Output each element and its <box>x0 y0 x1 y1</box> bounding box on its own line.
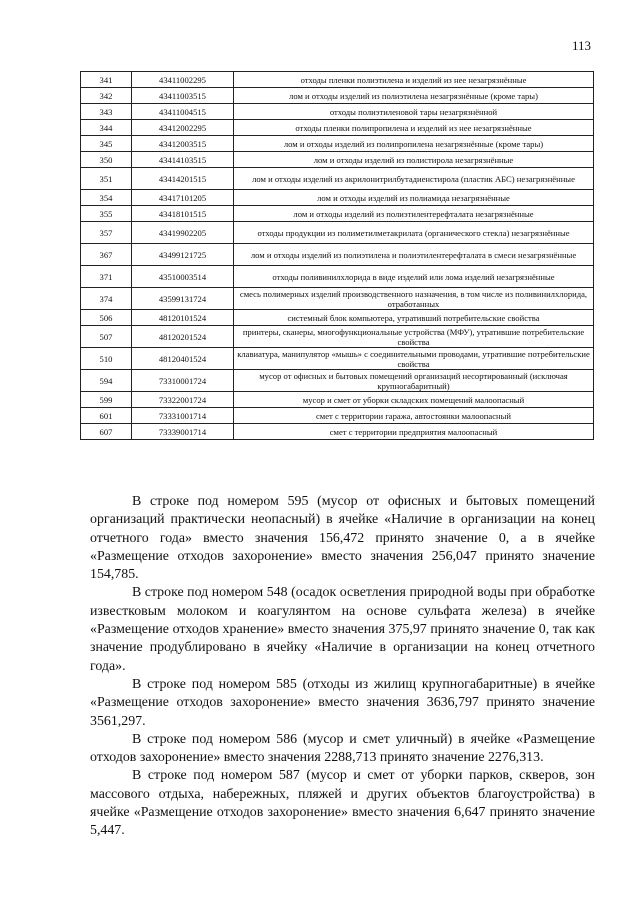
waste-name: отходы пленки полиэтилена и изделий из нее незагрязнённые <box>234 72 594 88</box>
waste-code: 43419902205 <box>132 222 234 244</box>
waste-name: отходы полиэтиленовой тары незагрязнённой <box>234 104 594 120</box>
table-row <box>81 288 594 310</box>
paragraph: В строке под номером 548 (осадок осветления природной воды при обработке известковым молоком и коагулянтом на основе сульфата железа) в ячейке «Размещение отходов хранение» вместо значения 375,97 принято значение 0, так как значение продублировано в ячейку «Наличие в организации на конец отчетного года». <box>90 585 595 674</box>
row-number: 350 <box>81 152 132 168</box>
row-number: 341 <box>81 72 132 88</box>
waste-name: лом и отходы изделий из полиэтилентерефталата незагрязнённые <box>234 206 594 222</box>
table-row <box>81 168 594 190</box>
waste-name: клавиатура, манипулятор «мышь» с соединительными проводами, утратившие потребительские свойства <box>234 348 594 370</box>
table-row <box>81 222 594 244</box>
waste-name: отходы продукции из полиметилметакрилата (органического стекла) незагрязнённые <box>234 222 594 244</box>
waste-code: 43412002295 <box>132 120 234 136</box>
waste-name: лом и отходы изделий из полиэтилена и полиэтилентерефталата в смеси незагрязнённые <box>234 244 594 266</box>
waste-code: 43510003514 <box>132 266 234 288</box>
waste-name: смет с территории предприятия малоопасный <box>234 424 594 440</box>
table-row <box>81 206 594 222</box>
waste-code: 43412003515 <box>132 136 234 152</box>
row-number: 594 <box>81 370 132 392</box>
waste-code: 48120401524 <box>132 348 234 370</box>
waste-code: 43414103515 <box>132 152 234 168</box>
row-number: 344 <box>81 120 132 136</box>
waste-name: лом и отходы изделий из полиамида незагрязнённые <box>234 190 594 206</box>
row-number: 351 <box>81 168 132 190</box>
paragraph: В строке под номером 595 (мусор от офисных и бытовых помещений организаций практически неопасный) в ячейке «Наличие в организации на конец отчетного года» вместо значения 156,472 принято значение 0, а в ячейке «Размещение отходов захоронение» вместо значения 256,047 принято значение 154,785. <box>90 494 595 583</box>
table-row <box>81 424 594 440</box>
table-row <box>81 310 594 326</box>
row-number: 357 <box>81 222 132 244</box>
waste-code: 43411004515 <box>132 104 234 120</box>
row-number: 507 <box>81 326 132 348</box>
waste-name: системный блок компьютера, утративший потребительские свойства <box>234 310 594 326</box>
table-row <box>81 326 594 348</box>
row-number: 601 <box>81 408 132 424</box>
row-number: 345 <box>81 136 132 152</box>
waste-name: отходы пленки полипропилена и изделий из нее незагрязнённые <box>234 120 594 136</box>
row-number: 343 <box>81 104 132 120</box>
table-row <box>81 88 594 104</box>
row-number: 355 <box>81 206 132 222</box>
table-row <box>81 348 594 370</box>
row-number: 374 <box>81 288 132 310</box>
row-number: 342 <box>81 88 132 104</box>
row-number: 354 <box>81 190 132 206</box>
table-row <box>81 136 594 152</box>
waste-name: мусор и смет от уборки складских помещений малоопасный <box>234 392 594 408</box>
waste-code: 43414201515 <box>132 168 234 190</box>
waste-name: принтеры, сканеры, многофункциональные устройства (МФУ), утратившие потребительские свойства <box>234 326 594 348</box>
row-number: 607 <box>81 424 132 440</box>
table-row <box>81 104 594 120</box>
body-text <box>90 493 595 841</box>
waste-code: 48120201524 <box>132 326 234 348</box>
waste-name: отходы поливинилхлорида в виде изделий или лома изделий незагрязнённые <box>234 266 594 288</box>
table-row <box>81 190 594 206</box>
table-row <box>81 152 594 168</box>
table-row <box>81 244 594 266</box>
row-number: 599 <box>81 392 132 408</box>
waste-name: лом и отходы изделий из акрилонитрилбутадиенстирола (пластик АБС) незагрязнённые <box>234 168 594 190</box>
waste-code: 43417101205 <box>132 190 234 206</box>
waste-code: 73339001714 <box>132 424 234 440</box>
waste-name: лом и отходы изделий из полипропилена незагрязнённые (кроме тары) <box>234 136 594 152</box>
paragraph: В строке под номером 587 (мусор и смет от уборки парков, скверов, зон массового отдыха, набережных, пляжей и других объектов благоустройства) в ячейке «Размещение отходов захоронение» вместо значения 6,647 принято значение 5,447. <box>90 768 595 839</box>
row-number: 506 <box>81 310 132 326</box>
table-row <box>81 72 594 88</box>
waste-code: 73310001724 <box>132 370 234 392</box>
table-row <box>81 392 594 408</box>
table-row <box>81 120 594 136</box>
row-number: 510 <box>81 348 132 370</box>
waste-code: 73322001724 <box>132 392 234 408</box>
table-row <box>81 408 594 424</box>
waste-code: 48120101524 <box>132 310 234 326</box>
paragraph: В строке под номером 586 (мусор и смет уличный) в ячейке «Размещение отходов захоронение» вместо значения 2288,713 принято значение 2276,313. <box>90 731 595 766</box>
paragraph: В строке под номером 585 (отходы из жилищ крупногабаритные) в ячейке «Размещение отходов захоронение» вместо значения 3636,797 принято значение 3561,297. <box>90 676 595 729</box>
waste-name: мусор от офисных и бытовых помещений организаций несортированный (исключая крупногабаритный) <box>234 370 594 392</box>
table-row <box>81 266 594 288</box>
waste-code: 43411003515 <box>132 88 234 104</box>
waste-name: лом и отходы изделий из полиэтилена незагрязнённые (кроме тары) <box>234 88 594 104</box>
row-number: 367 <box>81 244 132 266</box>
waste-name: смет с территории гаража, автостоянки малоопасный <box>234 408 594 424</box>
row-number: 371 <box>81 266 132 288</box>
waste-code: 43599131724 <box>132 288 234 310</box>
table-row <box>81 370 594 392</box>
waste-code: 73331001714 <box>132 408 234 424</box>
page-number: 113 <box>572 38 592 53</box>
waste-code: 43499121725 <box>132 244 234 266</box>
waste-code: 43418101515 <box>132 206 234 222</box>
waste-code: 43411002295 <box>132 72 234 88</box>
waste-name: лом и отходы изделий из полистирола незагрязнённые <box>234 152 594 168</box>
waste-name: смесь полимерных изделий производственного назначения, в том числе из поливинилхлорида, отработанных <box>234 288 594 310</box>
waste-table <box>80 71 594 440</box>
